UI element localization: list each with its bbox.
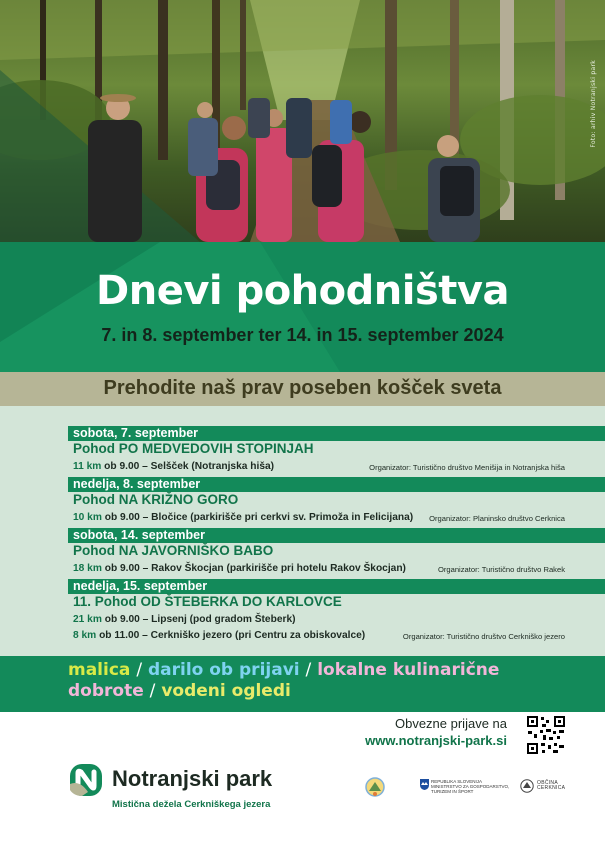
offer-item: lokalne kulinarične dobrote: [68, 660, 500, 701]
event-title: Pohod PO MEDVEDOVIH STOPINJAH: [73, 441, 314, 456]
offer-item: malica: [68, 660, 131, 680]
brand-subtitle: Mistična dežela Cerkniškega jezera: [112, 799, 271, 810]
registration-label: Obvezne prijave na: [394, 716, 507, 731]
forest-scene: [0, 0, 605, 242]
event-organizer: Organizator: Turistično društvo Cerkniško jezero: [402, 632, 565, 641]
qr-code-icon[interactable]: [526, 715, 566, 755]
event-detail: [73, 630, 365, 641]
event-dates: 7. in 8. september ter 14. in 15. september 2024: [101, 325, 504, 345]
event-detail: [73, 614, 296, 625]
tagline: Prehodite naš prav poseben košček sveta: [103, 377, 502, 399]
municipality-logo-icon: [520, 779, 534, 793]
event-distance: 21 km: [73, 614, 102, 625]
event-organizer: Organizator: Turistično društvo Menišija in Notranjska hiša: [369, 463, 565, 472]
notranjski-park-logo-icon: [68, 762, 104, 798]
event-organizer: Organizator: Turistično društvo Rakek: [437, 565, 565, 574]
local-community-logo-icon: [365, 777, 385, 799]
municipality-name: OBČINA CERKNICA: [537, 780, 566, 791]
slovenia-coat-of-arms-icon: [420, 779, 429, 790]
event-meeting: ob 9.00 – Selšček (Notranjska hiša): [104, 461, 275, 472]
event-meeting: ob 9.00 – Rakov Škocjan (parkirišče pri hotelu Rakov Škocjan): [104, 563, 406, 574]
event-title: 11. Pohod OD ŠTEBERKA DO KARLOVCE: [73, 594, 342, 609]
offer-item: vodeni ogledi: [161, 681, 291, 701]
registration-link[interactable]: www.notranjski-park.si: [365, 733, 507, 748]
event-day: sobota, 14. september: [68, 528, 605, 543]
event-detail: [73, 461, 274, 472]
hero-photo: [0, 0, 605, 242]
brand-name: Notranjski park: [112, 766, 273, 791]
offer-separator: /: [136, 660, 143, 680]
event-day: sobota, 7. september: [68, 426, 605, 441]
event-distance: 10 km: [73, 512, 102, 523]
event-meeting: ob 9.00 – Bločice (parkirišče pri cerkvi sv. Primoža in Felicijana): [104, 512, 414, 523]
event-detail: [73, 512, 413, 523]
page-title: Dnevi pohodništva: [96, 268, 509, 314]
event-meeting: ob 9.00 – Lipsenj (pod gradom Šteberk): [104, 614, 296, 625]
photo-credit: Foto: arhiv Notranjski park: [590, 60, 597, 148]
event-detail: [73, 563, 406, 574]
event-title: Pohod NA KRIŽNO GORO: [73, 492, 239, 507]
offer-item: darilo ob prijavi: [147, 660, 300, 680]
event-day: nedelja, 15. september: [68, 579, 605, 594]
offer-separator: /: [149, 681, 156, 701]
event-distance: 11 km: [73, 461, 102, 472]
event-distance: 18 km: [73, 563, 102, 574]
event-meeting: ob 11.00 – Cerkniško jezero (pri Centru za obiskovalce): [99, 630, 366, 641]
event-distance: 8 km: [73, 630, 97, 641]
offer-text: [68, 660, 568, 702]
event-organizer: Organizator: Planinsko društvo Cerknica: [429, 514, 565, 523]
ministry-name: REPUBLIKA SLOVENIJA MINISTRSTVO ZA GOSPODARSTVO, TURIZEM IN ŠPORT: [431, 779, 510, 794]
event-day: nedelja, 8. september: [68, 477, 605, 492]
offer-separator: /: [305, 660, 312, 680]
event-title: Pohod NA JAVORNIŠKO BABO: [73, 543, 274, 558]
